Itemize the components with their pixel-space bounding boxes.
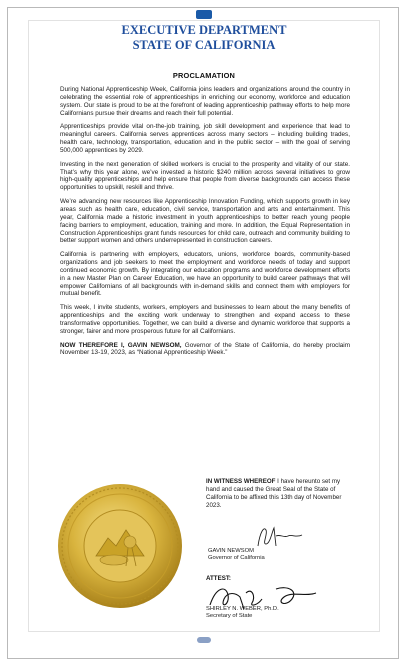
secretary-title: Secretary of State <box>206 613 253 620</box>
attest-label: ATTEST: <box>206 575 231 582</box>
governor-block <box>208 548 265 563</box>
witness-clause <box>206 478 350 510</box>
proclamation-title: PROCLAMATION <box>172 71 236 80</box>
great-seal-gold <box>56 482 184 610</box>
secretary-name: SHIRLEY N. WEBER, Ph.D. <box>206 606 279 612</box>
header-department: EXECUTIVE DEPARTMENT <box>121 23 287 37</box>
proclamation-body <box>60 86 350 363</box>
paragraph: Apprenticeships provide vital on-the-job training, job skill development and experience that lead to meaningful careers. California serves apprentices across many sectors – including building trades, health care, technology, transportation, education and in the public sector – with the goal of serving 500,000 apprentices by 2029. <box>60 123 350 154</box>
secretary-block <box>206 606 279 621</box>
governor-name: GAVIN NEWSOM <box>208 548 254 554</box>
paragraph: Investing in the next generation of skilled workers is crucial to the prosperity and vitality of our state. That’s why this year alone, we’ve invested a historic $240 million across several initiatives to grow high-quality apprenticeships and help ensure that people from diverse backgrounds can access these opportunities to upskill, reskill and thrive. <box>60 160 350 192</box>
governor-signature <box>206 522 346 550</box>
governor-title: Governor of California <box>208 555 265 562</box>
paragraph: We’re advancing new resources like Apprenticeship Innovation Funding, which supports growth in key areas such as health care, education, civil service, transportation and arts and entertainment. This year, California made a historic investment in youth apprenticeships to better reach young people facing barriers to employment, education, training and more. In addition, the Equal Representation in Construction Apprenticeships grant funds resources for child care, outreach and community building to better support women and others underrepresented in construction careers. <box>60 198 350 245</box>
paragraph: This week, I invite students, workers, employers and businesses to learn about the many benefits of apprenticeships and the exciting work underway to strengthen and expand access to these transformative opportunities. Together, we can build a diverse and dynamic workforce that supports a stronger, fairer and more prosperous future for all Californians. <box>60 304 350 335</box>
footer-emblem <box>197 637 211 643</box>
proclaim-text: Governor of the State of California, do hereby proclaim November 13-19, 2023, as “National Apprenticeship Week.” <box>60 341 350 357</box>
paragraph: During National Apprenticeship Week, California joins leaders and organizations around the country in celebrating the essential role of apprenticeships in enriching our economy, workforce and education system. Our state is proud to be at the forefront of leading apprenticeship pathway efforts to help more Californians pursue their dreams and reach their full potential. <box>60 86 350 117</box>
proclaim-lead: NOW THEREFORE I, GAVIN NEWSOM, <box>60 341 182 349</box>
top-emblem <box>196 10 212 19</box>
witness-text: I have hereunto set my hand and caused the Great Seal of the State of California to be affixed this 13th day of November 2023. <box>206 478 342 509</box>
header-state: STATE OF CALIFORNIA <box>132 38 276 52</box>
paragraph: California is partnering with employers, educators, unions, workforce boards, community-based organizations and job seekers to meet the employment and workforce needs of today and support continued economic growth. By integrating our education programs and workforce development efforts in a new Master Plan on Career Education, we have an opportunity to build career pathways that will empower Californians of all backgrounds with in-demand skills and connect them with employers for mutual benefit. <box>60 251 350 298</box>
document-header <box>0 23 408 53</box>
proclaim-paragraph <box>60 342 350 358</box>
witness-lead: IN WITNESS WHEREOF <box>206 478 276 485</box>
